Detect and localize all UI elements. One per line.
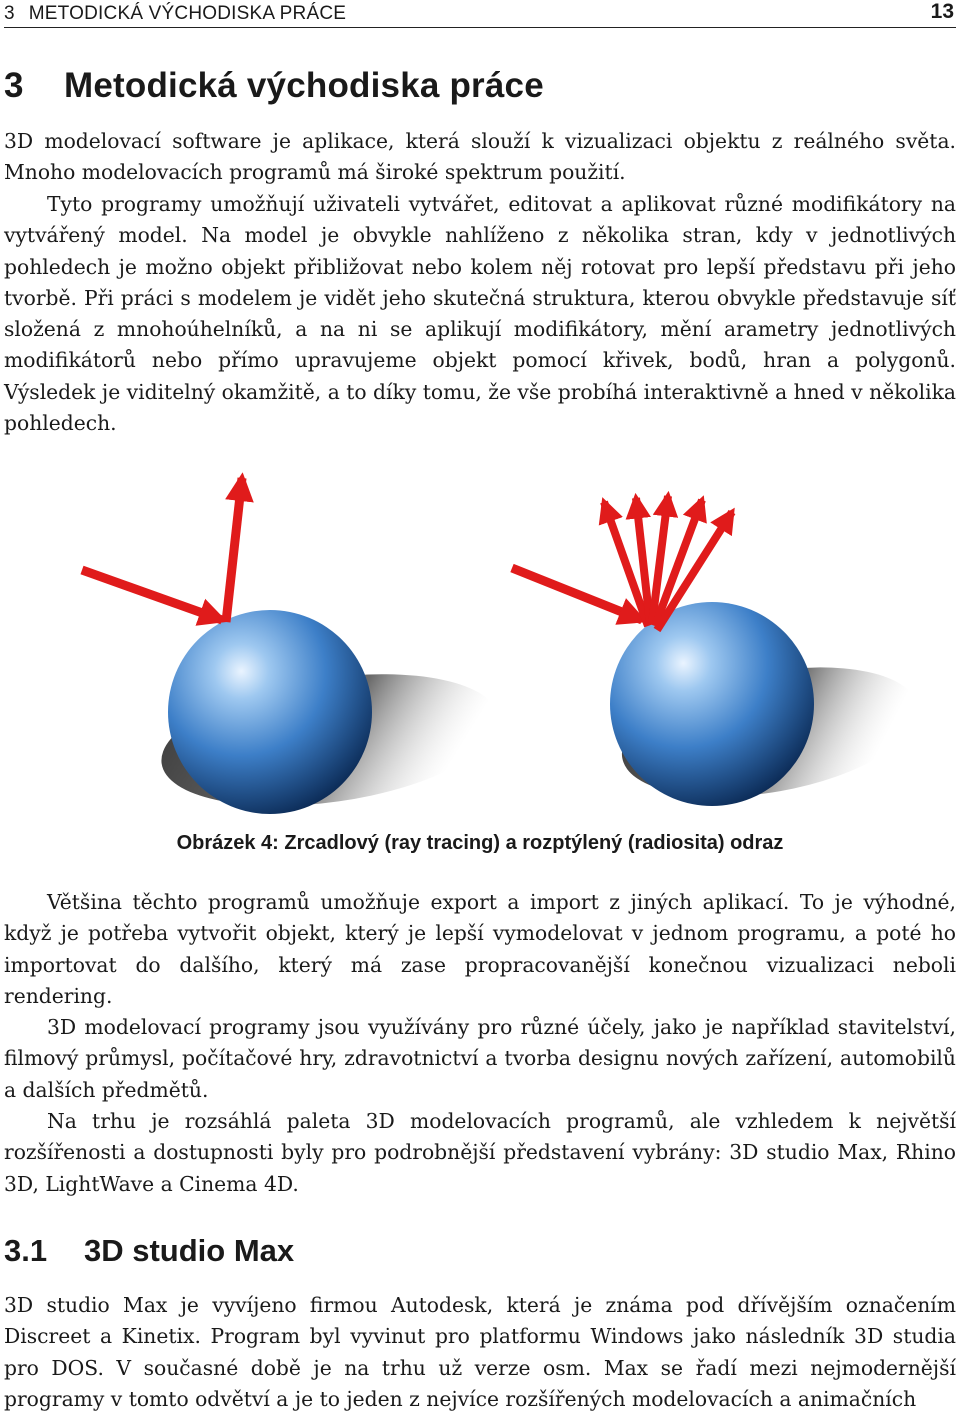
left-reflected-arrow: [226, 478, 242, 622]
running-header-chapter-title: METODICKÁ VÝCHODISKA PRÁCE: [28, 3, 347, 24]
right-incident-arrow: [512, 568, 642, 620]
figure-caption: Obrázek 4: Zrcadlový (ray tracing) a rozptýlený (radiosita) odraz: [176, 832, 784, 854]
chapter-number: 3: [4, 66, 24, 105]
intro-paragraph-1: 3D modelovací software je aplikace, která slouží k vizualizaci objektu z reálného světa. Mnoho modelovacích programů má široké spektrum použití.: [4, 129, 956, 185]
running-header: [4, 0, 956, 28]
running-header-chapter: [4, 3, 346, 25]
page-number: 13: [930, 0, 954, 23]
left-incident-arrow: [82, 570, 222, 620]
figure-illustration: [0, 470, 960, 830]
running-header-chapter-number: 3: [4, 3, 15, 24]
section-title: 3D studio Max: [84, 1233, 295, 1268]
chapter-heading: [4, 66, 544, 106]
section-heading: [4, 1233, 294, 1269]
body-paragraph-2: 3D modelovací programy jsou využívány pro různé účely, jako je například stavitelství, filmový průmysl, počítačové hry, zdravotnictví a tvorba designu nových zařízení, automobilů a dalších předmětů.: [4, 1015, 956, 1102]
section-paragraph-1: 3D studio Max je vyvíjeno firmou Autodesk, která je známa pod dřívějším označením Discreet a Kinetix. Program byl vyvinut pro platformu Windows jako následník 3D studia pro DOS. V současné době je na trhu už verze osm. Max se řadí mezi nejmodernější programy v tomto odvětví a je to jeden z nejvíce rozšířených modelovacích a animačních: [4, 1293, 956, 1411]
left-sphere-group: [82, 478, 507, 825]
intro-paragraph-2: Tyto programy umožňují uživateli vytvářet, editovat a aplikovat různé modifikátory na vytvářený model. Na model je obvykle nahlíženo z několika stran, kdy v jednotlivých pohledech je možno objekt přibližovat nebo kolem něj rotovat pro lepší představu při jeho tvorbě. Při práci s modelem je vidět jeho skutečná struktura, kterou obvykle představuje síť složená z mnohoúhelníků, a na ni se aplikují modifikátory, mění arametry jednotlivých modifikátorů nebo přímo upravujeme objekt pomocí křivek, bodů, hran a polygonů. Výsledek je viditelný okamžitě, a to díky tomu, že vše probíhá interaktivně a hned v několika pohledech.: [4, 192, 956, 436]
left-sphere: [168, 610, 372, 814]
figure-spheres: [0, 470, 960, 830]
right-sphere: [610, 602, 814, 806]
section-number: 3.1: [4, 1233, 48, 1268]
body-paragraph-3: Na trhu je rozsáhlá paleta 3D modelovacích programů, ale vzhledem k největší rozšířenosti a dostupnosti byly pro podrobnější představení vybrány: 3D studio Max, Rhino 3D, LightWave a Cinema 4D.: [4, 1109, 956, 1196]
chapter-title: Metodická východiska práce: [64, 66, 544, 105]
body-paragraph-1: Většina těchto programů umožňuje export a import z jiných aplikací. To je výhodné, když je potřeba vytvořit objekt, který je lepší vymodelovat v jednom programu, a poté ho importovat do dalšího, který má zase propracovanější konečnou vizualizaci neboli rendering.: [4, 890, 956, 1008]
right-sphere-group: [512, 496, 928, 817]
